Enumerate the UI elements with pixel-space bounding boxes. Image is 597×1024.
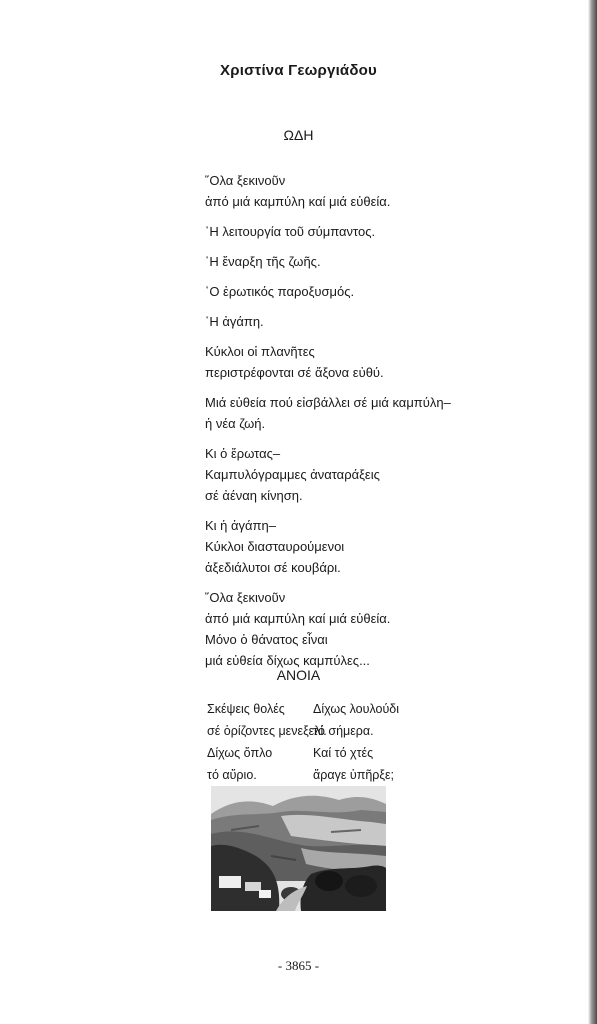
poem-line: ῾Ο ἐρωτικός παροξυσμός. [205, 284, 355, 299]
stanza [205, 281, 525, 302]
poem-line: ἀξεδιάλυτοι σέ κουβάρι. [205, 560, 341, 575]
stanza [205, 170, 525, 212]
poem-line: Κύκλοι διασταυρούμενοι [205, 539, 345, 554]
poem-line: Σκέψεις θολές [207, 702, 285, 716]
poem-line: ἀπό μιά καμπύλη καί μιά εὐθεία. [205, 194, 391, 209]
page-edge-shadow [588, 0, 597, 1024]
poem-line: τό σήμερα. [313, 724, 374, 738]
poem-title-anoia: ΑΝΟΙΑ [276, 667, 321, 683]
poem-line: ῾Η ἔναρξη τῆς ζωῆς. [205, 254, 321, 269]
poem-line: ῾Η ἀγάπη. [205, 314, 264, 329]
stanza [205, 251, 525, 272]
poem-title-odi: ΩΔΗ [283, 127, 314, 143]
poem-anoia-right-column [313, 698, 399, 786]
poem-line: σέ ἀέναη κίνηση. [205, 488, 303, 503]
poem-line: ῞Ολα ξεκινοῦν [205, 173, 286, 188]
poem-line: Καί τό χτές [313, 746, 374, 760]
page-number: - 3865 - [277, 958, 320, 973]
poem-line: περιστρέφονται σέ ἄξονα εὐθύ. [205, 365, 384, 380]
stanza [205, 515, 525, 578]
poem-line: τό αὔριο. [207, 768, 257, 782]
author-name: Χριστίνα Γεωργιάδου [220, 62, 377, 79]
poem-line: σέ ὁρίζοντες μενεξελί. [207, 724, 327, 738]
poem-line: Δίχως ὅπλο [207, 746, 273, 760]
poem-line: Καμπυλόγραμμες ἀναταράξεις [205, 467, 380, 482]
landscape-painting-icon [211, 786, 386, 911]
poem-line: μιά εὐθεία δίχως καμπύλες... [205, 653, 370, 668]
stanza [205, 587, 525, 671]
poem-anoia-left-column [207, 698, 327, 786]
poem-line: Δίχως λουλούδι [313, 702, 400, 716]
stanza [205, 311, 525, 332]
stanza [205, 443, 525, 506]
poem-line: Κύκλοι οἱ πλανῆτες [205, 344, 315, 359]
poem-line: Μόνο ὁ θάνατος εἶναι [205, 632, 328, 647]
poem-line: ἡ νέα ζωή. [205, 416, 266, 431]
poem-line: Κι ὁ ἔρωτας– [205, 446, 281, 461]
poem-line: ἀπό μιά καμπύλη καί μιά εὐθεία. [205, 611, 391, 626]
stanza [205, 392, 525, 434]
poem-odi-body [205, 170, 525, 680]
stanza [205, 221, 525, 242]
poem-line: ῾Η λειτουργία τοῦ σύμπαντος. [205, 224, 376, 239]
poem-line: ἄραγε ὑπῆρξε; [313, 768, 395, 782]
poem-line: Κι ἡ ἀγάπη– [205, 518, 276, 533]
poem-line: Μιά εὐθεία πού εἰσβάλλει σέ μιά καμπύλη– [205, 395, 451, 410]
poem-line: ῞Ολα ξεκινοῦν [205, 590, 286, 605]
stanza [205, 341, 525, 383]
